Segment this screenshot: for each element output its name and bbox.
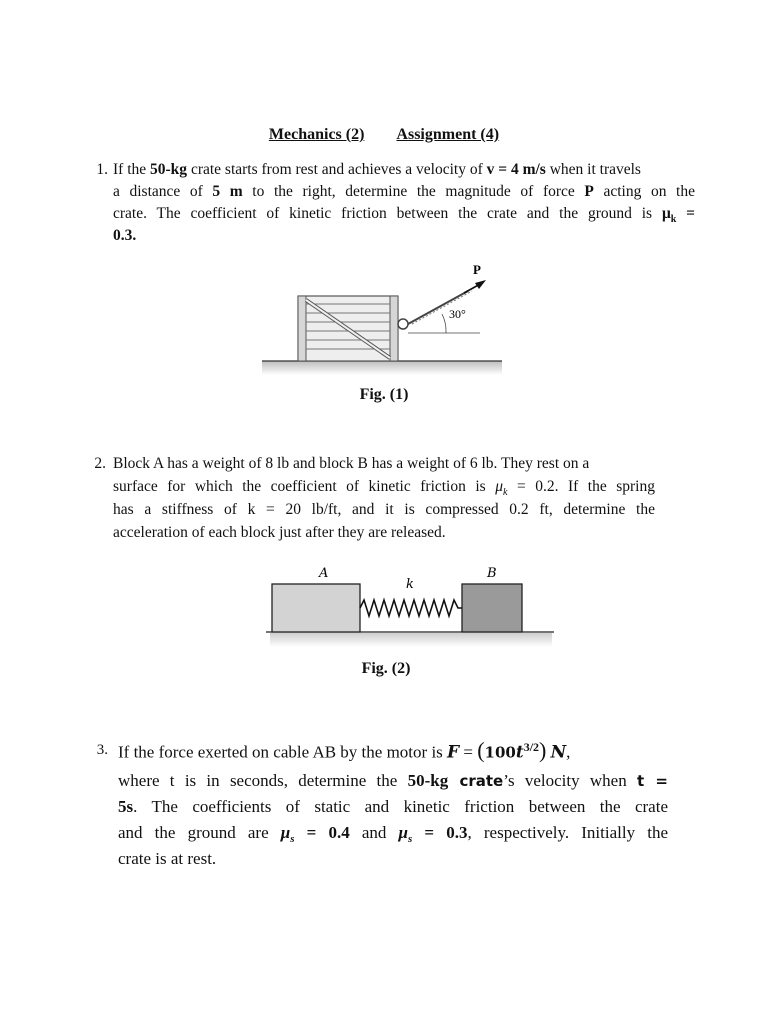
problem-3-line-3 (118, 794, 668, 820)
p1-text: = (676, 205, 695, 222)
ground-shading (270, 633, 552, 647)
p1-mass: 50-kg (150, 161, 188, 178)
p3-eq-f: F (447, 742, 460, 763)
p1-text: when it travels (545, 161, 641, 178)
p3-eq-n: N (550, 742, 567, 763)
figure-2-caption: Fig. (2) (361, 660, 411, 677)
p3-eq-coef: 100 (484, 743, 516, 762)
p3-eq-open-paren: ( (477, 737, 485, 763)
force-label: P (473, 262, 481, 277)
p1-distance: 5 m (212, 183, 243, 200)
problem-3-line-1: If the force exerted on cable AB by the motor is $F = (100t^{3/2})$ N, (118, 737, 571, 763)
p3-text: and the ground are (118, 823, 281, 842)
p3-text: where t is in seconds, determine the (118, 771, 408, 790)
p3-eq-equals: = (459, 742, 478, 762)
p3-mu-s-val: = 0.4 (294, 823, 350, 842)
p3-t-val: t = (637, 772, 668, 790)
p3-eq-exp-den: 2 (533, 740, 540, 754)
problem-1-line-1 (113, 159, 695, 181)
p3-crate: crate (448, 772, 504, 790)
p1-text: crate. The coefficient of kinetic friction between the crate and the ground is (113, 205, 662, 222)
p2-mu: μ (495, 478, 503, 495)
p3-text: , respectively. Initially the (467, 823, 668, 842)
problem-1-line-2 (113, 181, 695, 203)
p1-text: If the (113, 161, 151, 178)
figure-1-crate (258, 258, 528, 378)
p3-text: If the force exerted on cable AB by the motor is (118, 742, 448, 762)
angle-arc (442, 314, 446, 333)
block-b-label: B (487, 566, 497, 581)
p3-text: and (349, 823, 399, 842)
page-title (0, 126, 768, 144)
problem-1-line-3 (113, 203, 695, 231)
block-a-label: A (319, 566, 329, 581)
problem-2-line-3: has a stiffness of k = 20 lb/ft, and it is compressed 0.2 ft, determine the (113, 501, 655, 518)
problem-3-line-2 (118, 768, 668, 795)
problem-3-number: 3. (96, 742, 108, 758)
problem-3-line-5: crate is at rest. (118, 849, 217, 868)
p3-mu-k: μ (398, 823, 408, 842)
p1-text: acting on the (593, 183, 695, 200)
spring (360, 600, 462, 616)
crate-hook (398, 319, 408, 329)
p3-mass: 50-kg (407, 771, 449, 790)
p3-text: , (566, 742, 571, 762)
problem-1-number: 1. (96, 161, 108, 178)
p3-text: ’s velocity when (503, 771, 637, 790)
p2-text: = 0.2. If the spring (507, 478, 655, 495)
p1-text: a distance of (113, 183, 213, 200)
p1-text: crate starts from rest and achieves a velocity of (187, 161, 487, 178)
force-arrowhead (475, 280, 486, 289)
p1-text: to the right, determine the magnitude of force (242, 183, 585, 200)
problem-2-line-4: acceleration of each block just after they are released. (113, 524, 446, 541)
p3-text: . The coefficients of static and kinetic friction between the crate (133, 797, 668, 816)
course-title: Mechanics (2) (268, 126, 365, 143)
p3-mu-k-sub: s (408, 833, 413, 846)
p2-mu-sub: k (503, 487, 508, 499)
p3-eq-t: t (515, 742, 524, 763)
p3-mu-k-val: = 0.3 (412, 823, 468, 842)
p3-eq-close-paren: ) (539, 737, 547, 763)
p3-t-val-2: 5s (118, 797, 134, 816)
p1-velocity: v = 4 m/s (486, 161, 546, 178)
block-a (272, 584, 360, 632)
figure-1-caption: Fig. (1) (359, 386, 409, 403)
ground-hatching (262, 361, 502, 375)
p3-mu-s-sub: s (290, 833, 295, 846)
block-b (462, 584, 522, 632)
p1-force: P (584, 183, 594, 200)
p1-mu-value: 0.3. (113, 227, 137, 244)
p3-mu-s: μ (280, 823, 291, 842)
problem-1-line-4 (113, 225, 136, 247)
p2-text: surface for which the coefficient of kinetic friction is (113, 478, 496, 495)
p1-mu: μ (661, 205, 671, 222)
crate (298, 296, 398, 361)
angle-label: 30° (449, 307, 466, 321)
figure-2-blocks (262, 562, 558, 654)
p1-mu-sub: k (670, 214, 677, 226)
problem-2-number: 2. (94, 455, 106, 472)
problem-2-line-1: Block A has a weight of 8 lb and block B has a weight of 6 lb. They rest on a (113, 455, 590, 472)
assignment-title: Assignment (4) (396, 126, 500, 143)
spring-label: k (406, 577, 414, 592)
p3-eq-exp-num: 3 (523, 740, 530, 754)
